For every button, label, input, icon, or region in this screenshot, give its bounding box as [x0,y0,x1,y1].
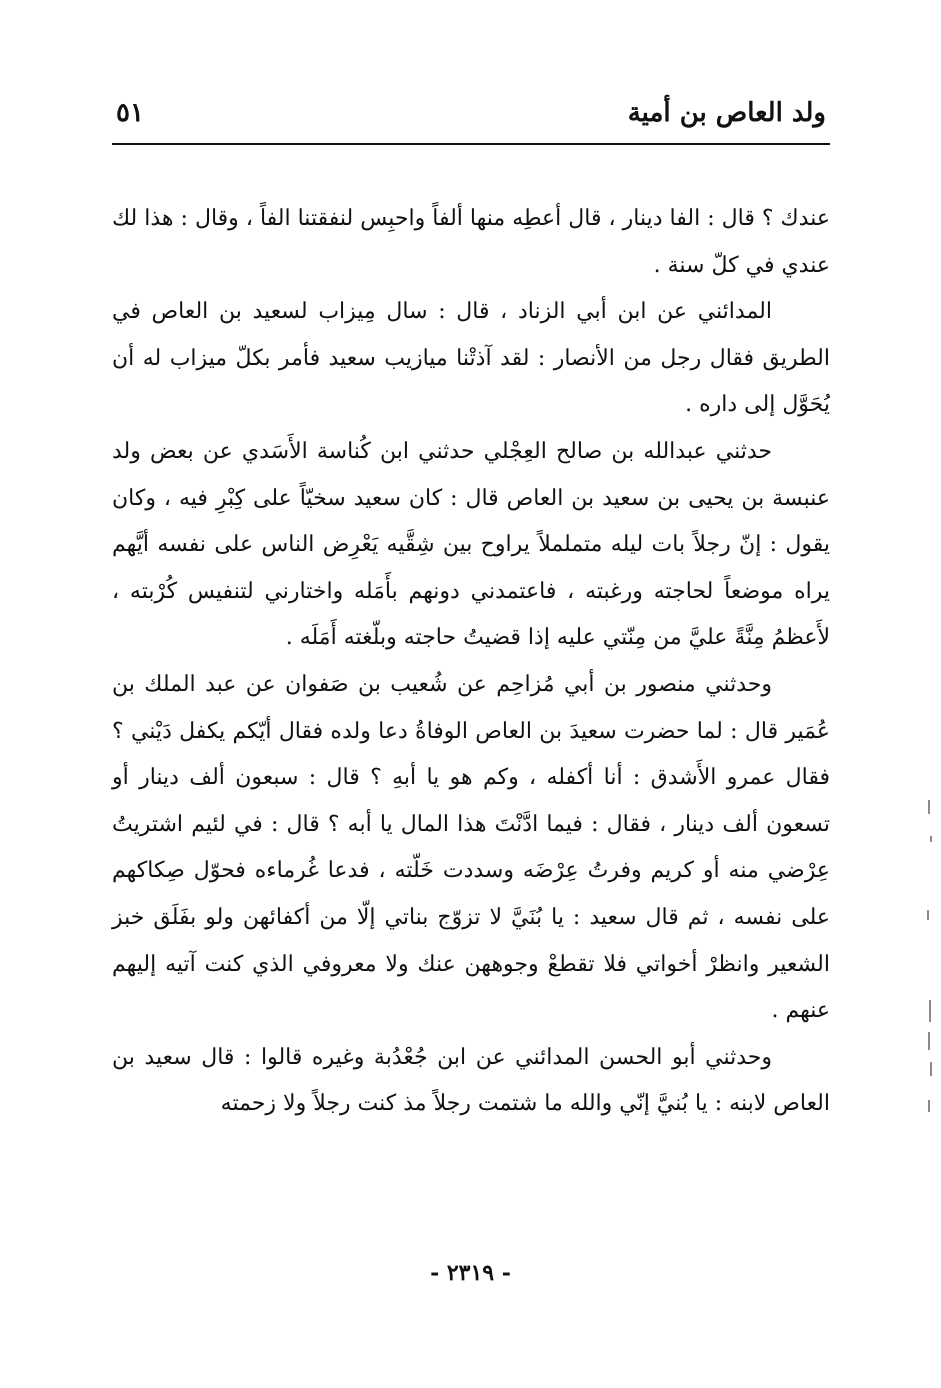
paragraph: حدثني عبدالله بن صالح العِجْلي حدثني ابن كُناسة الأَسَدي عن بعض ولد عنبسة بن يحيى بن سعيد بن العاص قال : كان سعيد سخيّاً على كِبْرِ فيه ، وكان يقول : إنّ رجلاً بات ليله متململاً يراوح بين شِقَّيه يَعْرِض الناس على نفسه أيَّهم يراه موضعاً لحاجته ورغبته ، فاعتمدني دونهم بأَمَله واختارني لتنفيس كُرْبته ، لأَعظمُ مِنَّةً عليَّ من مِنّتي عليه إذا قضيتُ حاجته وبلّغته أَمَلَه . [112,438,830,651]
body-text [112,196,830,1128]
chapter-title: ولد العاص بن أمية [627,98,826,128]
header-divider [112,143,830,145]
page-number: ٥١ [116,98,144,128]
paragraph: وحدثني أبو الحسن المدائني عن ابن جُعْدُبة وغيره قالوا : قال سعيد بن العاص لابنه : يا بُنيَّ إنّي والله ما شتمت رجلاً مذ كنت رجلاً ولا زحمته [112,1044,830,1117]
page-footer-number: - ٢٣١٩ - [430,1260,511,1286]
running-header [112,90,830,142]
scan-margin-marks [926,800,934,1140]
paragraph: المدائني عن ابن أبي الزناد ، قال : سال مِيزاب لسعيد بن العاص في الطريق فقال رجل من الأنصار : لقد آذتْنا ميازيب سعيد فأمر بكلّ ميزاب له أن يُحَوَّل إلى داره . [112,299,830,418]
paragraph: عندك ؟ قال : الفا دينار ، قال أعطِه منها ألفاً واحبِس لنفقتنا الفاً ، وقال : هذا لك عندي في كلّ سنة . [112,206,830,278]
paragraph: وحدثني منصور بن أبي مُزاحِم عن شُعيب بن صَفوان عن عبد الملك بن عُمَير قال : لما حضرت سعيدَ بن العاص الوفاةُ دعا ولده فقال أيّكم يكفل دَيْني ؟ فقال عمرو الأَشدق : أنا أكفله ، وكم هو يا أبهِ ؟ قال : سبعون ألف دينار أو تسعون ألف دينار ، فقال : فيما ادَّنْتَ هذا المال يا أبه ؟ قال : في لئيم اشتريتُ عِرْضي منه أو كريم وفرتُ عِرْضَه وسددت خَلّته ، فدعا غُرماءه فحوّل صِكاكهم على نفسه ، ثم قال سعيد : يا بُنَيَّ لا تزوّج بناتي إلّا من أكفائهن ولو بفَلَق خبز الشعير وانظرْ أخواتي فلا تقطعْ وجوههن عنك ولا معروفي الذي كنت آتيه إليهم عنهم . [112,671,830,1024]
